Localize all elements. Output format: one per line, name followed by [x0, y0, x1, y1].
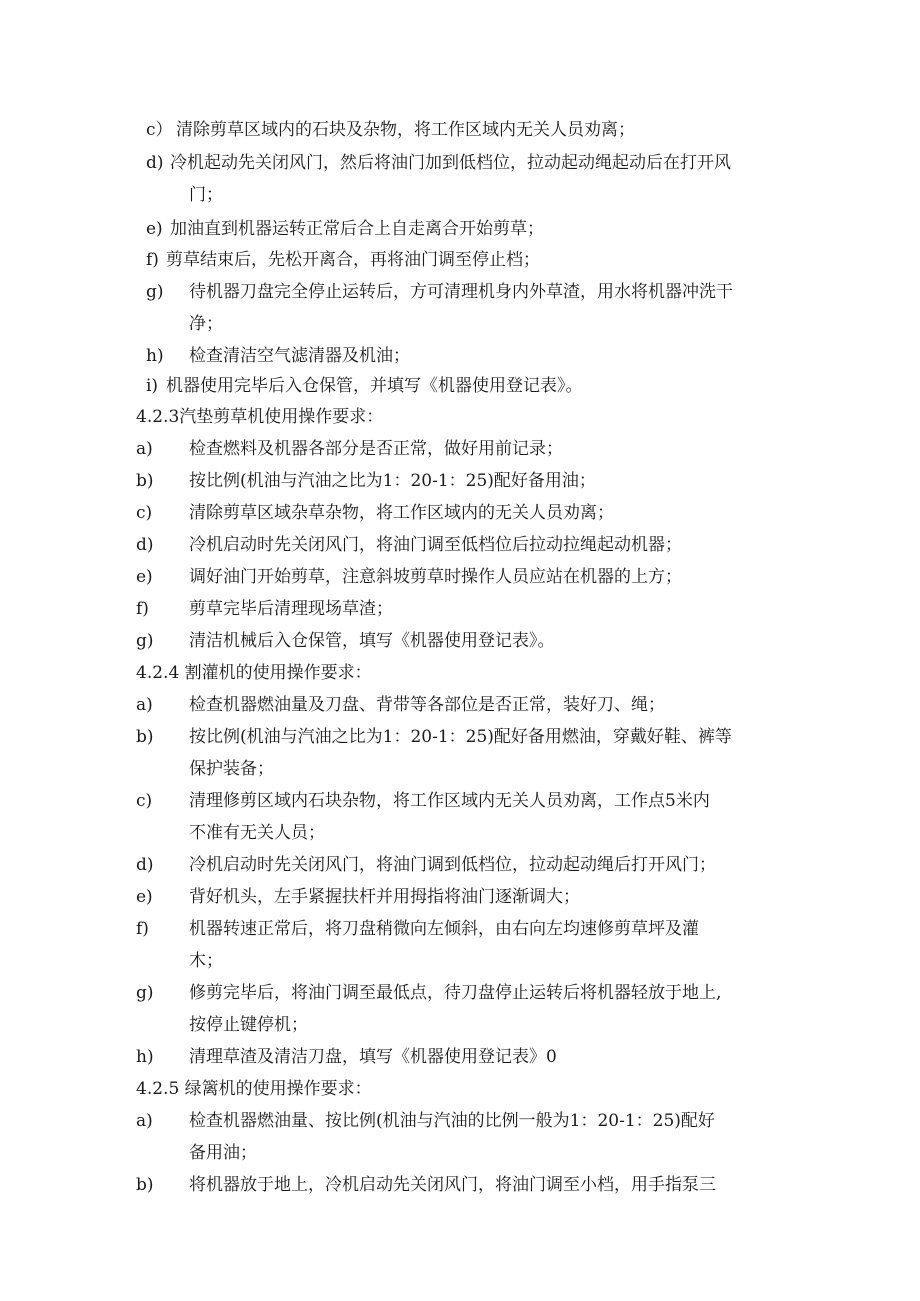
list-item	[0, 789, 920, 813]
list-item-continuation	[0, 183, 920, 207]
list-item	[0, 437, 920, 461]
list-item	[0, 629, 920, 653]
item-label: a)	[136, 439, 153, 459]
item-label: g)	[136, 983, 154, 1003]
list-item	[0, 725, 920, 749]
item-label: d)	[136, 855, 154, 875]
item-text: 加油直到机器运转正常后合上自走离合开始剪草；	[170, 219, 544, 239]
item-text: 备用油；	[189, 1143, 257, 1163]
item-text: 调好油门开始剪草，注意斜坡剪草时操作人员应站在机器的上方；	[189, 567, 682, 587]
item-text: 检查清洁空气滤清器及机油；	[189, 346, 410, 366]
list-item	[0, 1109, 920, 1133]
item-label: h)	[136, 1047, 154, 1067]
list-item	[0, 885, 920, 909]
item-text: 门；	[189, 185, 223, 205]
item-label: c)	[136, 791, 153, 811]
item-label: a)	[136, 695, 153, 715]
item-label: g)	[136, 631, 154, 651]
item-text: 机器使用完毕后入仓保管，并填写《机器使用登记表》。	[166, 376, 583, 396]
item-text: 检查燃料及机器各部分是否正常，做好用前记录；	[189, 439, 563, 459]
list-item	[0, 597, 920, 621]
item-text: 清除剪草区域杂草杂物，将工作区域内的无关人员劝离；	[189, 503, 614, 523]
item-label: h)	[146, 346, 164, 366]
item-text: 冷机启动时先关闭风门，将油门调到低档位，拉动起动绳后打开风门；	[189, 855, 716, 875]
item-text: 按比例(机油与汽油之比为1：20-1：25)配好备用燃油，穿戴好鞋、裤等	[189, 727, 732, 747]
item-label: e)	[146, 219, 163, 239]
item-label: f)	[146, 250, 159, 270]
item-label: g)	[146, 282, 164, 302]
list-item	[0, 217, 920, 241]
item-label: b)	[136, 1175, 154, 1195]
item-label: c）	[146, 120, 173, 140]
list-item	[0, 693, 920, 717]
list-item-continuation	[0, 757, 920, 781]
list-item	[0, 565, 920, 589]
item-text: 清洁机械后入仓保管，填写《机器使用登记表》。	[189, 631, 555, 651]
section-heading-text: 4.2.3汽垫剪草机使用操作要求：	[136, 407, 384, 427]
item-text: 检查机器燃油量、按比例(机油与汽油的比例一般为1：20-1：25)配好	[189, 1111, 715, 1131]
list-item	[0, 981, 920, 1005]
list-item	[0, 533, 920, 557]
item-label: b)	[136, 471, 154, 491]
item-text: 背好机头，左手紧握扶杆并用拇指将油门逐渐调大；	[189, 887, 580, 907]
section-heading	[0, 661, 920, 685]
item-label: d)	[146, 153, 164, 173]
list-item-continuation	[0, 312, 920, 336]
item-text: 净；	[189, 314, 223, 334]
item-label: f)	[136, 599, 149, 619]
item-label: i)	[146, 376, 159, 396]
list-item	[0, 853, 920, 877]
list-item	[0, 501, 920, 525]
list-item-continuation	[0, 1013, 920, 1037]
list-item	[0, 469, 920, 493]
item-text: 冷机启动时先关闭风门，将油门调至低档位后拉动拉绳起动机器；	[189, 535, 682, 555]
list-item	[0, 151, 920, 175]
item-text: 清理修剪区域内石块杂物，将工作区域内无关人员劝离，工作点5米内	[189, 791, 710, 811]
item-text: 检查机器燃油量及刀盘、背带等各部位是否正常，装好刀、绳；	[189, 695, 665, 715]
item-label: f)	[136, 919, 149, 939]
item-text: 剪草结束后，先松开离合，再将油门调至停止档；	[166, 250, 540, 270]
item-text: 按停止键停机；	[189, 1015, 308, 1035]
list-item	[0, 344, 920, 368]
item-label: b)	[136, 727, 154, 747]
item-text: 将机器放于地上，冷机启动先关闭风门，将油门调至小档，用手指泵三	[189, 1175, 716, 1195]
item-text: 按比例(机油与汽油之比为1：20-1：25)配好备用油；	[189, 471, 596, 491]
item-text: 剪草完毕后清理现场草渣；	[189, 599, 393, 619]
item-label: c)	[136, 503, 153, 523]
item-text: 冷机起动先关闭风门，然后将油门加到低档位，拉动起动绳起动后在打开风	[170, 153, 731, 173]
section-heading-text: 4.2.4 割灌机的使用操作要求：	[136, 663, 372, 683]
item-text: 不准有无关人员；	[189, 823, 325, 843]
item-text: 待机器刀盘完全停止运转后，方可清理机身内外草渣，用水将机器冲洗干	[189, 282, 733, 302]
list-item	[0, 118, 920, 142]
item-text: 修剪完毕后，将油门调至最低点，待刀盘停止运转后将机器轻放于地上,	[189, 983, 722, 1003]
item-label: a)	[136, 1111, 153, 1131]
list-item	[0, 1045, 920, 1069]
section-heading-text: 4.2.5 绿篱机的使用操作要求：	[136, 1079, 372, 1099]
item-text: 木；	[189, 951, 223, 971]
item-label: e)	[136, 567, 153, 587]
item-label: e)	[136, 887, 153, 907]
item-text: 机器转速正常后，将刀盘稍微向左倾斜，由右向左均速修剪草坪及灌	[189, 919, 699, 939]
item-label: d)	[136, 535, 154, 555]
item-text: 清理草渣及清洁刀盘，填写《机器使用登记表》0	[189, 1047, 557, 1067]
list-item-continuation	[0, 949, 920, 973]
list-item	[0, 248, 920, 272]
list-item-continuation	[0, 821, 920, 845]
list-item	[0, 1173, 920, 1197]
item-text: 清除剪草区域内的石块及杂物，将工作区域内无关人员劝离；	[176, 120, 635, 140]
list-item	[0, 917, 920, 941]
item-text: 保护装备；	[189, 759, 274, 779]
list-item	[0, 280, 920, 304]
list-item-continuation	[0, 1141, 920, 1165]
section-heading	[0, 1077, 920, 1101]
section-heading	[0, 405, 920, 429]
list-item	[0, 374, 920, 398]
